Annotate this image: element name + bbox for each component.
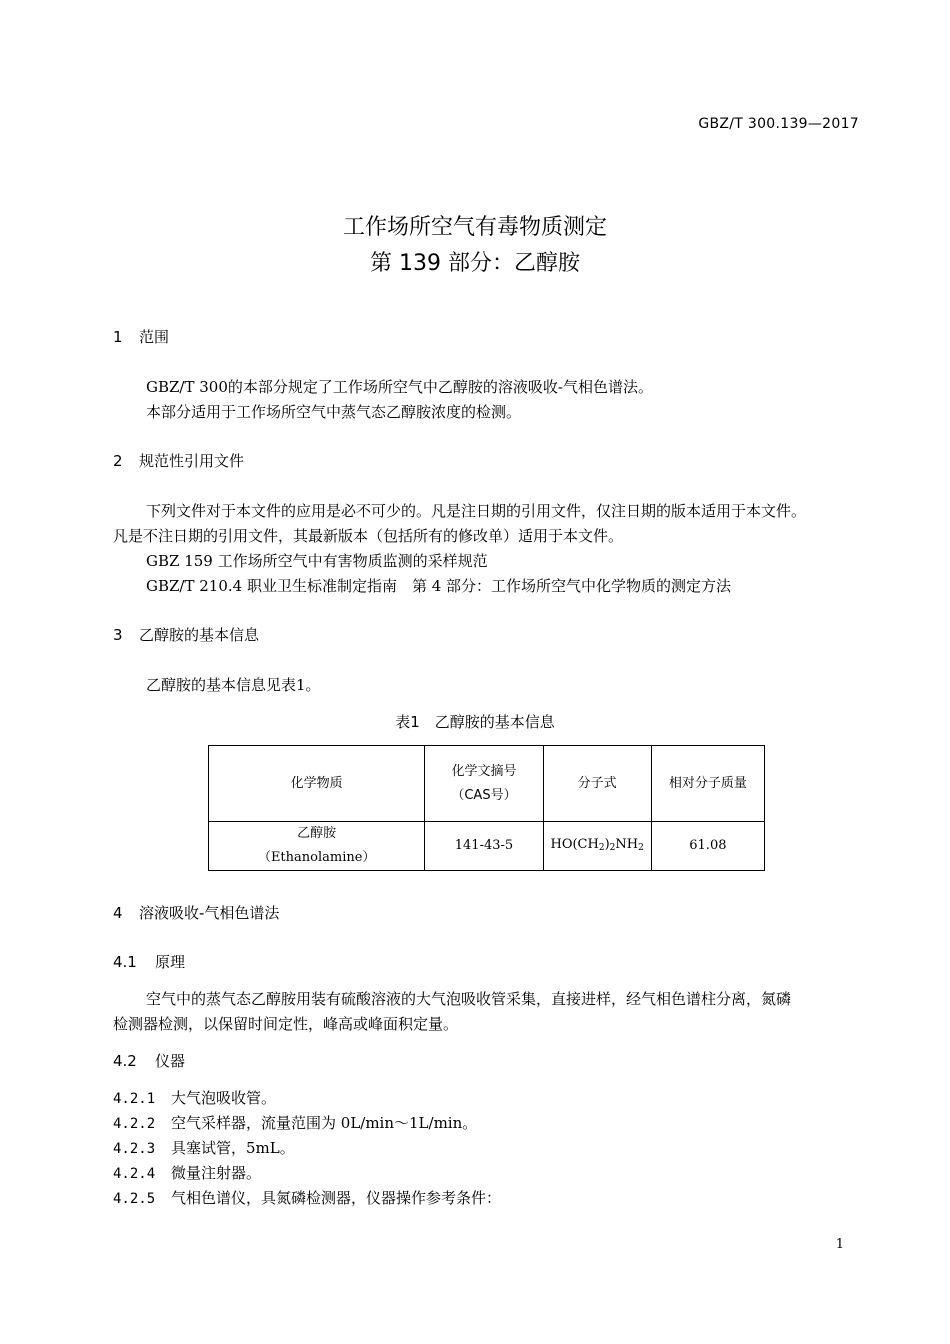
section-title: 乙醇胺的基本信息 [139,626,260,644]
formula-subscript: 2 [609,842,616,853]
item-text: 具塞试管，5mL。 [171,1139,295,1157]
section-title: 范围 [139,328,170,346]
paragraph: 本部分适用于工作场所空气中蒸气态乙醇胺浓度的检测。 [146,403,522,421]
item-number: 4.2.1 [113,1091,156,1107]
table-caption: 表1 乙醇胺的基本信息 [395,713,555,731]
section-4-heading [113,902,279,923]
instrument-item [113,1112,477,1133]
formula-part: HO(CH [550,836,599,852]
section-number: 3 [113,626,123,644]
substance-name-cn: 乙醇胺 [297,826,337,841]
section-3-heading [113,624,259,645]
instrument-item [113,1137,295,1158]
header-cell-substance: 化学物质 [209,746,425,822]
section-number: 4 [113,904,123,922]
item-text: 空气采样器，流量范围为 0L/min～1L/min。 [171,1114,478,1132]
formula-subscript: 2 [598,842,605,853]
basic-info-table [208,745,765,871]
header-cell-mass: 相对分子质量 [651,746,764,822]
cell-formula [543,822,651,871]
item-number: 4.2.3 [113,1141,156,1157]
formula-part: ) [604,836,610,852]
substance-name-en: （Ethanolamine） [257,850,376,865]
section-title: 溶液吸收-气相色谱法 [139,904,280,922]
section-4-1-heading [113,951,185,972]
formula-subscript: 2 [638,842,644,853]
instrument-item [113,1187,501,1208]
document-subtitle: 第 139 部分：乙醇胺 [370,251,580,276]
paragraph-continuation: 检测器检测，以保留时间定性，峰高或峰面积定量。 [113,1015,459,1033]
item-text: 微量注射器。 [171,1164,262,1182]
section-4-2-heading [113,1050,185,1071]
reference-item: GBZ 159 工作场所空气中有害物质监测的采样规范 [146,552,488,570]
section-title: 原理 [155,953,186,971]
paragraph: 下列文件对于本文件的应用是必不可少的。凡是注日期的引用文件，仅注日期的版本适用于本文件。 [146,502,807,520]
section-number: 4.1 [113,953,137,971]
paragraph: 空气中的蒸气态乙醇胺用装有硫酸溶液的大气泡吸收管采集，直接进样，经气相色谱柱分离，氮磷 [146,990,792,1008]
cell-substance [209,822,425,871]
standard-code: GBZ/T 300.139—2017 [698,116,859,132]
section-title: 规范性引用文件 [139,452,245,470]
section-number: 2 [113,452,123,470]
item-number: 4.2.2 [113,1116,156,1132]
table-header-row [209,746,765,822]
header-cell-cas [425,746,543,822]
cell-cas-number: 141-43-5 [425,822,543,871]
section-1-heading [113,326,169,347]
paragraph: GBZ/T 300的本部分规定了工作场所空气中乙醇胺的溶液吸收-气相色谱法。 [146,378,653,396]
page-number: 1 [835,1237,844,1252]
item-number: 4.2.5 [113,1191,156,1207]
header-cas-line2: （CAS号） [451,787,517,803]
formula-part: NH [615,836,639,852]
section-2-heading [113,450,244,471]
cell-molecular-mass: 61.08 [651,822,764,871]
paragraph: 乙醇胺的基本信息见表1。 [146,676,321,694]
item-text: 气相色谱仪，具氮磷检测器，仪器操作参考条件： [171,1189,502,1207]
section-number: 4.2 [113,1052,137,1070]
document-title: 工作场所空气有毒物质测定 [342,215,607,240]
instrument-item [113,1087,276,1108]
table-row [209,822,765,871]
item-text: 大气泡吸收管。 [171,1089,277,1107]
reference-item: GBZ/T 210.4 职业卫生标准制定指南 第 4 部分：工作场所空气中化学物质的测定方法 [146,577,732,595]
item-number: 4.2.4 [113,1166,156,1182]
section-title: 仪器 [155,1052,186,1070]
instrument-item [113,1162,261,1183]
section-number: 1 [113,328,123,346]
paragraph-continuation: 凡是不注日期的引用文件，其最新版本（包括所有的修改单）适用于本文件。 [113,527,624,545]
header-cell-formula: 分子式 [543,746,651,822]
header-cas-line1: 化学文摘号 [451,763,517,779]
